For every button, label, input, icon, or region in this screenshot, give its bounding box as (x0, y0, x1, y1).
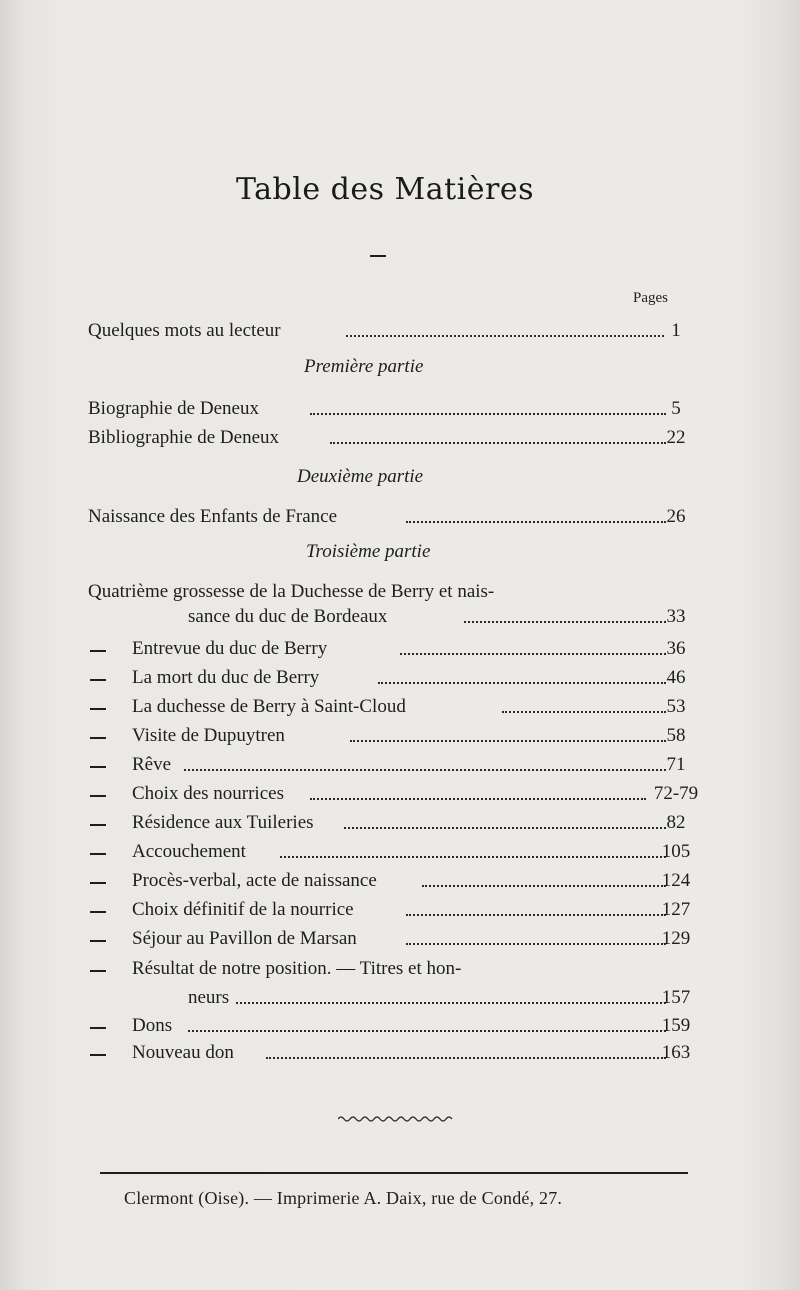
toc-entry (88, 868, 691, 894)
em-dash-mark (90, 650, 106, 652)
dot-leader (236, 1000, 666, 1004)
toc-entry-text: Quatrième grossesse de la Duchesse de Berry et nais- (88, 581, 495, 602)
toc-entry (88, 723, 688, 749)
toc-page-number: 71 (666, 754, 686, 775)
toc-entry-text: Biographie de Deneux (88, 398, 259, 419)
toc-entry (88, 839, 691, 865)
toc-entry (88, 694, 688, 720)
toc-entry (88, 1013, 691, 1039)
toc-entry (88, 504, 688, 530)
dot-leader (266, 1055, 666, 1059)
page-title: Table des Matières (235, 172, 535, 207)
toc-entry-text: Entrevue du duc de Berry (132, 638, 328, 659)
toc-entry-intro-line2 (88, 604, 688, 630)
toc-page-number: 159 (661, 1015, 691, 1036)
toc-page-number: 53 (666, 696, 686, 717)
toc-entry (88, 897, 691, 923)
dot-leader (406, 912, 666, 916)
toc-page-number: 82 (666, 812, 686, 833)
footer-rule (100, 1172, 688, 1174)
toc-entry (88, 926, 691, 952)
toc-entry (88, 636, 688, 662)
toc-entry-titres-line1 (88, 956, 688, 982)
dot-leader (280, 854, 666, 858)
dot-leader (400, 651, 666, 655)
em-dash-mark (90, 766, 106, 768)
toc-page-number: 124 (661, 870, 691, 891)
em-dash-mark (90, 882, 106, 884)
pages-column-header: Pages (633, 290, 668, 306)
dot-leader (310, 796, 646, 800)
toc-page-number: 58 (666, 725, 686, 746)
em-dash-mark (90, 1054, 106, 1056)
toc-page-number: 22 (666, 427, 686, 448)
printer-imprint: Clermont (Oise). — Imprimerie A. Daix, rue de Condé, 27. (124, 1188, 563, 1208)
dot-leader (344, 825, 666, 829)
toc-page-number: 72-79 (653, 783, 699, 804)
toc-entry-text: Choix définitif de la nourrice (132, 899, 354, 920)
dot-leader (184, 767, 666, 771)
toc-entry (88, 425, 688, 451)
toc-entry-text: Naissance des Enfants de France (88, 506, 338, 527)
toc-entry (88, 810, 688, 836)
toc-entry-text: La duchesse de Berry à Saint-Cloud (132, 696, 406, 717)
toc-entry-text: Rêve (132, 754, 172, 775)
toc-page-number: 26 (666, 506, 686, 527)
toc-page-number: 163 (661, 1042, 691, 1063)
em-dash-mark (90, 940, 106, 942)
toc-entry-text: Séjour au Pavillon de Marsan (132, 928, 357, 949)
toc-entry (88, 665, 688, 691)
em-dash-mark (90, 911, 106, 913)
toc-page-number: 127 (661, 899, 691, 920)
toc-entry (88, 1040, 691, 1066)
em-dash-mark (90, 853, 106, 855)
em-dash-mark (90, 970, 106, 972)
toc-entry-text: Résidence aux Tuileries (132, 812, 314, 833)
em-dash-mark (90, 795, 106, 797)
toc-page-number: 33 (666, 606, 686, 627)
wavy-ornament (338, 1114, 454, 1124)
toc-entry-text: Quelques mots au lecteur (88, 320, 281, 341)
toc-page-number: 46 (666, 667, 686, 688)
toc-entry (88, 752, 688, 778)
toc-page-number: 1 (671, 320, 681, 341)
toc-page-number: 5 (671, 398, 681, 419)
em-dash-mark (90, 1027, 106, 1029)
toc-entry-text: Procès-verbal, acte de naissance (132, 870, 377, 891)
em-dash-mark (90, 737, 106, 739)
toc-entry-preface (88, 318, 688, 344)
toc-entry-text: neurs (188, 987, 230, 1008)
toc-entry (88, 781, 699, 807)
toc-page-number: 157 (661, 987, 691, 1008)
dot-leader (502, 709, 666, 713)
dot-leader (346, 333, 664, 337)
toc-entry-text: Résultat de notre position. — Titres et hon- (132, 958, 462, 979)
em-dash-mark (90, 824, 106, 826)
toc-entry-text: Dons (132, 1015, 173, 1036)
toc-page-number: 36 (666, 638, 686, 659)
dot-leader (406, 941, 666, 945)
toc-entry-text: sance du duc de Bordeaux (188, 606, 388, 627)
section-heading-part1: Première partie (304, 356, 424, 377)
toc-entry-text: Visite de Dupuytren (132, 725, 285, 746)
dot-leader (464, 619, 666, 623)
section-heading-part2: Deuxième partie (297, 466, 424, 487)
dot-leader (378, 680, 666, 684)
toc-entry-titres-line2 (88, 985, 691, 1011)
dot-leader (406, 519, 666, 523)
toc-entry-text: La mort du duc de Berry (132, 667, 320, 688)
dot-leader (188, 1028, 666, 1032)
toc-entry-text: Nouveau don (132, 1042, 234, 1063)
dot-leader (310, 411, 666, 415)
dot-leader (422, 883, 666, 887)
toc-entry-text: Choix des nourrices (132, 783, 284, 804)
toc-entry-intro-line1 (88, 579, 688, 605)
toc-entry-text: Bibliographie de Deneux (88, 427, 280, 448)
em-dash-mark (90, 679, 106, 681)
toc-entry (88, 396, 688, 422)
toc-page-number: 105 (661, 841, 691, 862)
dot-leader (350, 738, 666, 742)
toc-page-number: 129 (661, 928, 691, 949)
em-dash-mark (90, 708, 106, 710)
dot-leader (330, 440, 666, 444)
section-heading-part3: Troisième partie (306, 541, 431, 562)
toc-entry-text: Accouchement (132, 841, 246, 862)
title-separator (370, 255, 386, 257)
